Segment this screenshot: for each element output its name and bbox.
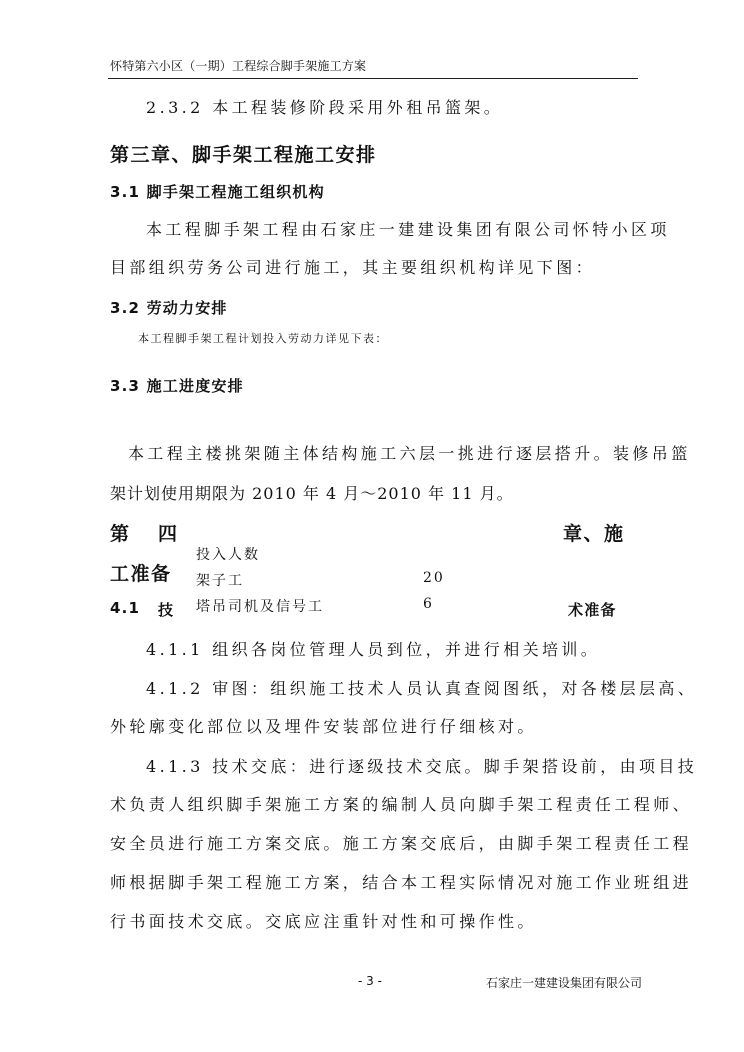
paragraph-4-1-2-line-1: 4.1.2 审图：组织施工技术人员认真查阅图纸，对各楼层层高、 bbox=[146, 679, 698, 698]
paragraph-4-1-2-line-2: 外轮廓变化部位以及埋件安装部位进行仔细核对。 bbox=[110, 717, 537, 736]
chapter-4-title-part-1: 第 bbox=[110, 523, 131, 545]
header-divider bbox=[108, 78, 638, 79]
chapter-4-title-part-4: 工准备 bbox=[110, 563, 172, 585]
chapter-3-title: 第三章、脚手架工程施工安排 bbox=[110, 144, 377, 166]
paragraph-4-1-1: 4.1.1 组织各岗位管理人员到位，并进行相关培训。 bbox=[146, 640, 601, 659]
paragraph-4-1-3-line-3: 安全员进行施工方案交底。施工方案交底后，由脚手架工程责任工程 bbox=[110, 834, 693, 853]
section-4-1-title-part-2: 技 bbox=[158, 601, 175, 619]
section-3-2-title: 3.2 劳动力安排 bbox=[110, 299, 228, 317]
labor-table-role: 塔吊司机及信号工 bbox=[196, 599, 324, 615]
labor-table-header: 投入人数 bbox=[196, 547, 260, 563]
section-3-1-line-1: 本工程脚手架工程由石家庄一建建设集团有限公司怀特小区项 bbox=[146, 220, 670, 239]
chapter-4-title-part-3: 章、施 bbox=[563, 523, 625, 545]
section-3-2-text: 本工程脚手架工程计划投入劳动力详见下表： bbox=[138, 332, 388, 345]
page-number: - 3 - bbox=[358, 974, 382, 988]
labor-table-count: 6 bbox=[423, 596, 434, 612]
labor-table-count: 20 bbox=[423, 570, 445, 586]
section-3-1-line-2: 目部组织劳务公司进行施工，其主要组织机构详见下图： bbox=[110, 258, 596, 277]
paragraph-4-1-3-line-2: 术负责人组织脚手架施工方案的编制人员向脚手架工程责任工程师、 bbox=[110, 795, 693, 814]
section-3-1-title: 3.1 脚手架工程施工组织机构 bbox=[110, 183, 325, 201]
paragraph-4-1-3-line-5: 行书面技术交底。交底应注重针对性和可操作性。 bbox=[110, 912, 537, 931]
labor-table-role: 架子工 bbox=[196, 573, 244, 589]
paragraph-2-3-2: 2.3.2 本工程装修阶段采用外租吊篮架。 bbox=[146, 98, 504, 117]
section-4-1-title-part-3: 术准备 bbox=[568, 601, 617, 619]
section-3-3-title: 3.3 施工进度安排 bbox=[110, 377, 244, 395]
section-3-3-line-1: 本工程主楼挑架随主体结构施工六层一挑进行逐层搭升。装修吊篮 bbox=[128, 444, 691, 463]
paragraph-4-1-3-line-1: 4.1.3 技术交底：进行逐级技术交底。脚手架搭设前，由项目技 bbox=[146, 757, 698, 776]
chapter-4-title-part-2: 四 bbox=[158, 523, 179, 545]
footer-company: 石家庄一建建设集团有限公司 bbox=[486, 976, 643, 990]
section-3-3-line-2: 架计划使用期限为 2010 年 4 月～2010 年 11 月。 bbox=[110, 484, 514, 503]
page-header-title: 怀特第六小区（一期）工程综合脚手架施工方案 bbox=[110, 59, 367, 73]
paragraph-4-1-3-line-4: 师根据脚手架工程施工方案，结合本工程实际情况对施工作业班组进 bbox=[110, 873, 693, 892]
section-4-1-title-part-1: 4.1 bbox=[110, 599, 141, 617]
